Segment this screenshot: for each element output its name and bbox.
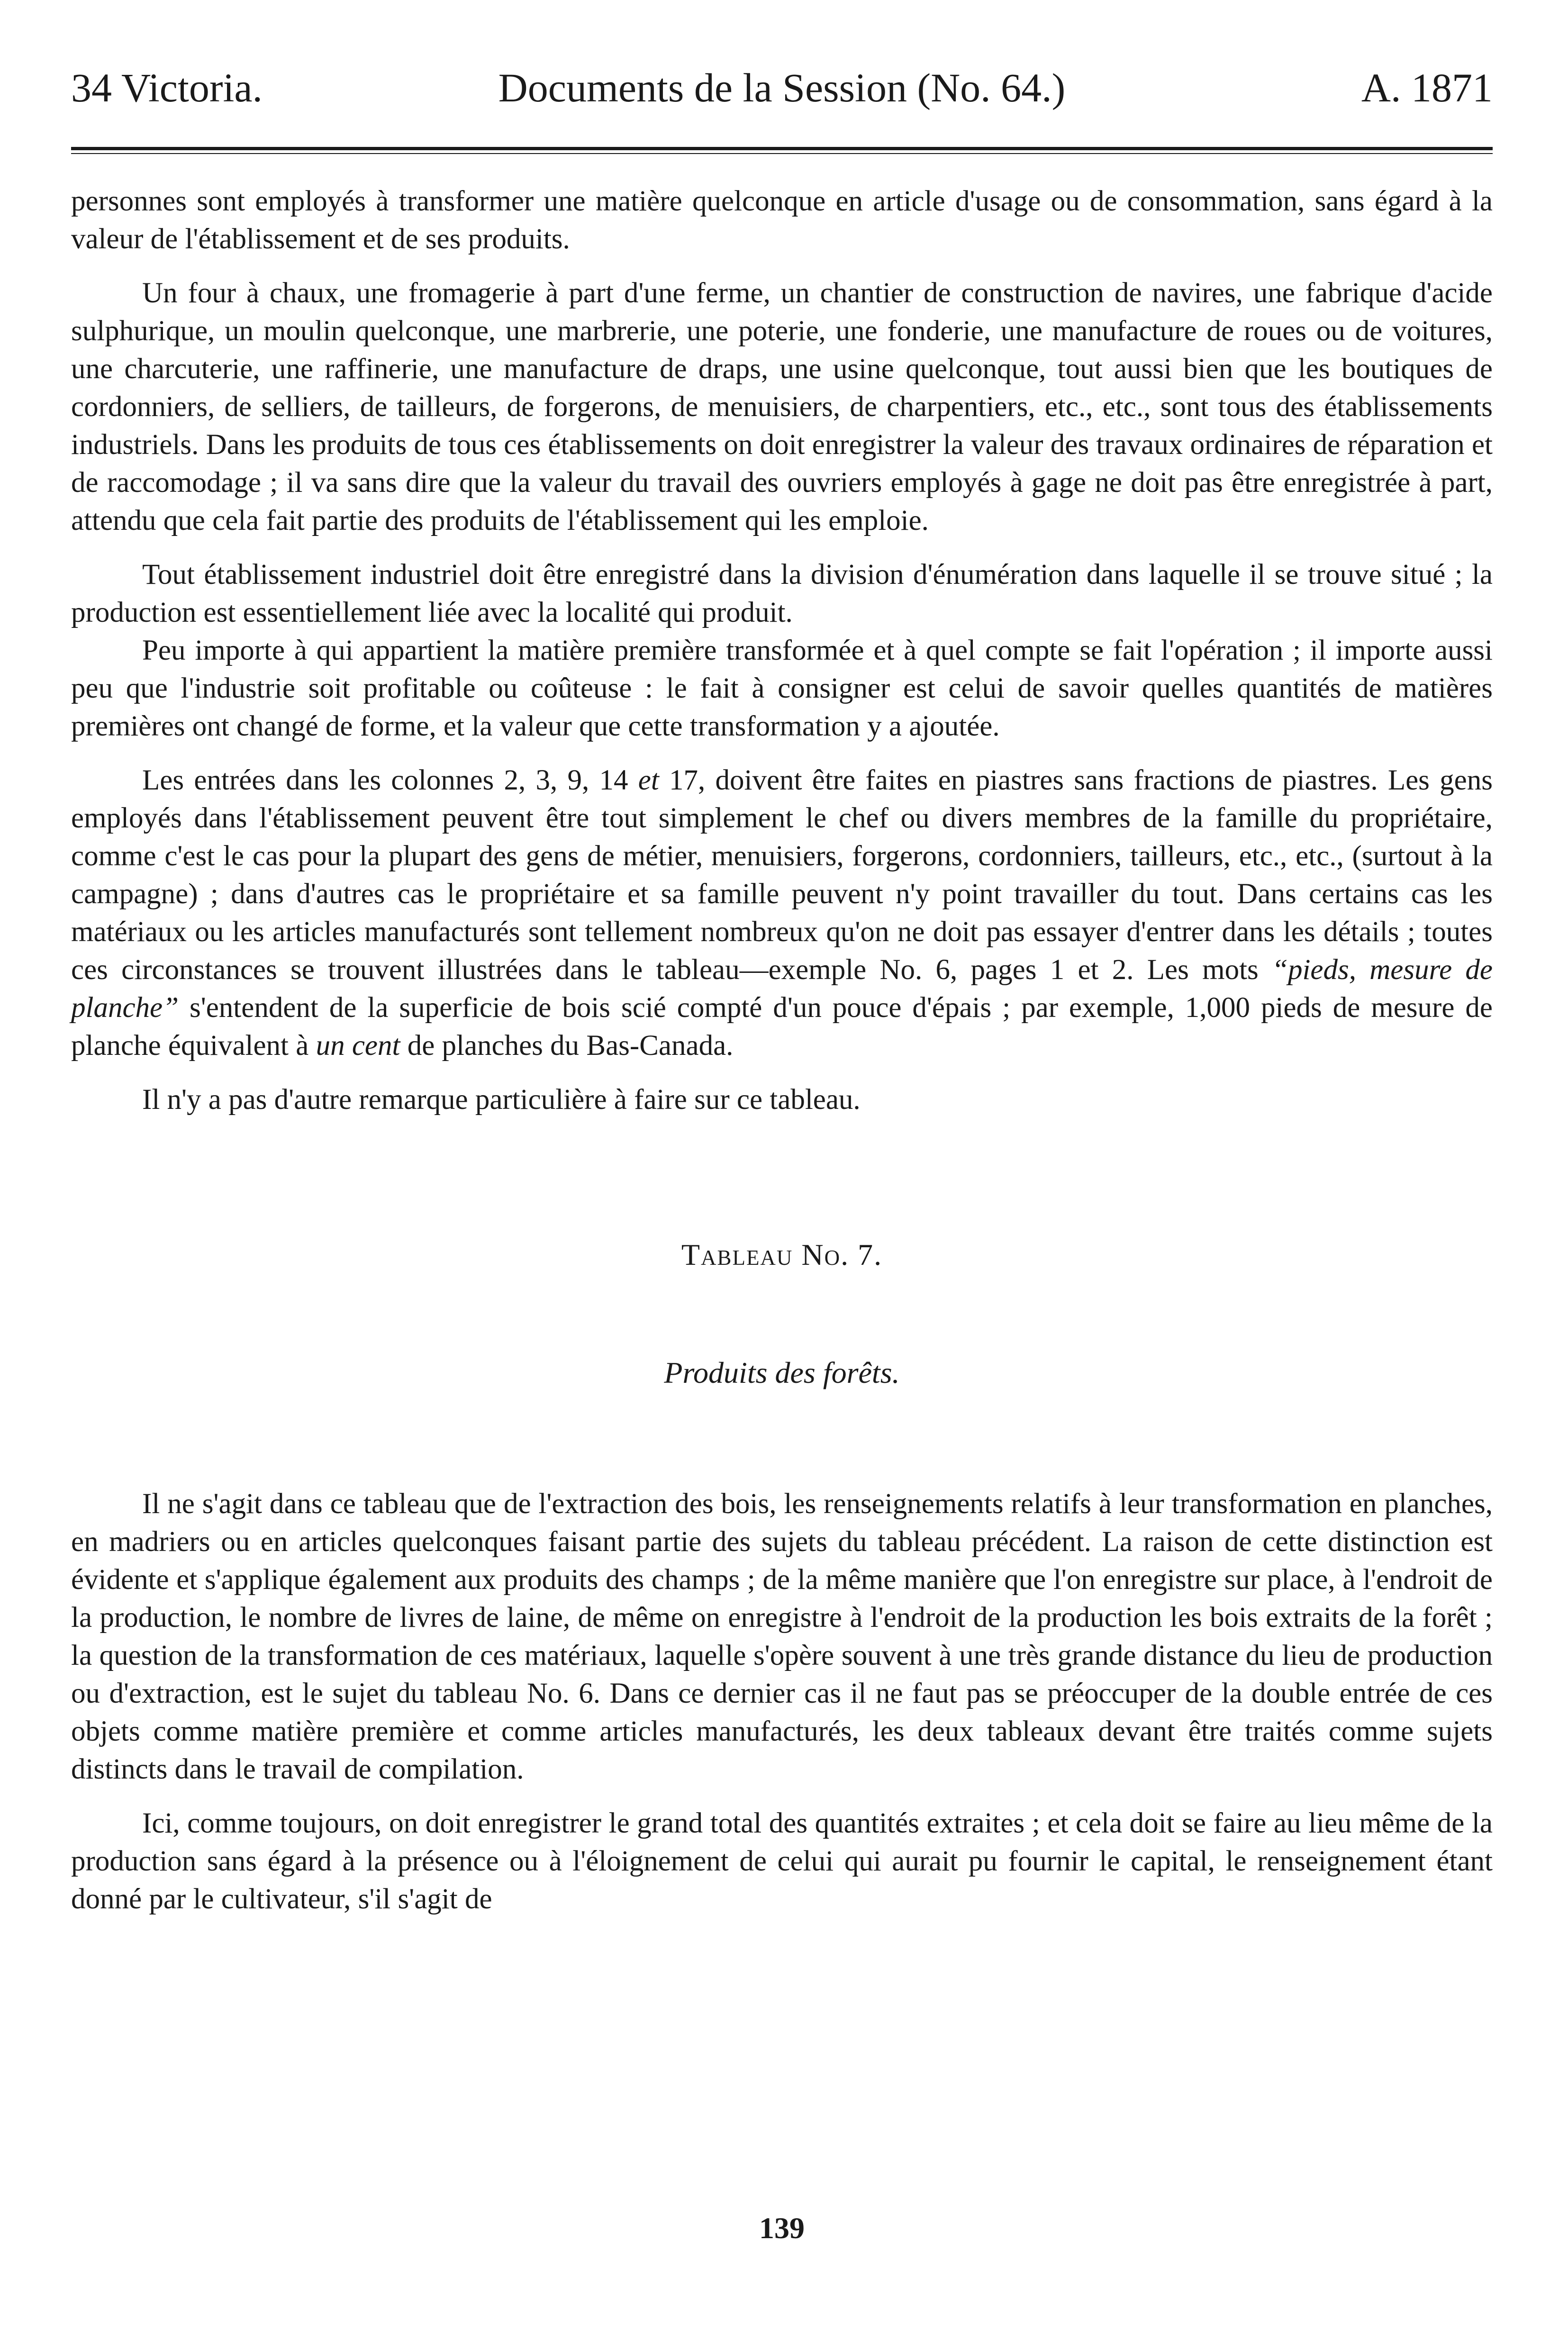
- paragraph-ownership: Peu importe à qui appartient la matière première transformée et à quel compte se fait l'opération ; il importe aussi peu que l'industrie soit profitable ou coûteuse : le fait à consigner est celui de savoir quelles quantités de matières premières ont changé de forme, et la valeur que cette transformation y a ajoutée.: [71, 635, 1493, 742]
- text-fragment: Les entrées dans les colonnes 2, 3, 9, 14: [142, 764, 638, 796]
- header-rule-thick: [71, 147, 1493, 150]
- paragraph-column-entries: [71, 762, 1493, 1065]
- section-title: Tableau No. 7.: [681, 1238, 883, 1271]
- paragraph-continuation: personnes sont employés à transformer une matière quelconque en article d'usage ou de consommation, sans égard à la valeur de l'établissement et de ses produits.: [71, 185, 1493, 255]
- section-subtitle: Produits des forêts.: [664, 1356, 900, 1389]
- header-year: A. 1871: [1361, 65, 1493, 110]
- body-section-1: [71, 182, 1493, 1119]
- text-fragment: de planches du Bas-Canada.: [400, 1030, 734, 1062]
- header-rule-thin: [71, 153, 1493, 154]
- text-emphasis: et: [638, 764, 659, 796]
- header-volume: 34 Victoria.: [71, 65, 263, 110]
- text-quote: “pieds, mesure de planche”: [71, 954, 1493, 1024]
- paragraph-industrial-establishments: Un four à chaux, une fromagerie à part d'une ferme, un chantier de construction de navires, une fabrique d'acide sulphurique, un moulin quelconque, une marbrerie, une poterie, une fonderie, une manufacture de roues ou de voitures, une charcuterie, une raffinerie, une manufacture de draps, une usine quelconque, tout aussi bien que les boutiques de cordonniers, de selliers, de tailleurs, de forgerons, de menuisiers, de charpentiers, etc., etc., sont tous des établissements industriels. Dans les produits de tous ces établissements on doit enregistrer la valeur des travaux ordinaires de réparation et de raccomodage ; il va sans dire que la valeur du travail des ouvriers employés à gage ne doit pas être enregistrée à part, attendu que cela fait partie des produits de l'établissement qui les emploie.: [71, 277, 1493, 536]
- text-fragment: 17, doivent être faites en piastres sans fractions de piastres. Les gens employés dans l'établissement peuvent être tout simplement le chef ou divers membres de la famille du propriétaire, comme c'est le cas pour la plupart des gens de métier, menuisiers, forgerons, cordonniers, tailleurs, etc., etc., (surtout à la campagne) ; dans d'autres cas le propriétaire et sa famille peuvent n'y point travailler du tout. Dans certains cas les matériaux ou les articles manufacturés sont tellement nombreux qu'on ne doit pas essayer d'entrer dans les détails ; toutes ces circonstances se trouvent illustrées dans le tableau—exemple No. 6, pages 1 et 2. Les mots: [71, 764, 1493, 986]
- paragraph-no-other-remark: Il n'y a pas d'autre remarque particulière à faire sur ce tableau.: [142, 1084, 861, 1116]
- text-emphasis: un cent: [316, 1030, 400, 1062]
- body-section-2: [71, 1485, 1493, 1918]
- running-header: [71, 52, 1493, 123]
- paragraph-timber-extraction: Il ne s'agit dans ce tableau que de l'extraction des bois, les renseignements relatifs à leur transformation en planches, en madriers ou en articles quelconques faisant partie des sujets du tableau précédent. La raison de cette distinction est évidente et s'applique également aux produits des champs ; de la même manière que l'on enregistre sur place, à l'endroit de la production, le nombre de livres de laine, de même on enregistre à l'endroit de la production les bois extraits de la forêt ; la question de la transformation de ces matériaux, laquelle s'opère souvent à une très grande distance du lieu de production ou d'extraction, est le sujet du tableau No. 6. Dans ce dernier cas il ne faut pas se préoccuper de la double entrée de ces objets comme matière première et comme articles manufacturés, les deux tableaux devant être traités comme sujets distincts dans le travail de compilation.: [71, 1488, 1493, 1785]
- header-title: Documents de la Session (No. 64.): [498, 65, 1066, 110]
- page-number: 139: [759, 2211, 805, 2245]
- paragraph-registration-location: Tout établissement industriel doit être enregistré dans la division d'énumération dans laquelle il se trouve situé ; la production est essentiellement liée avec la localité qui produit.: [71, 559, 1493, 628]
- text-fragment: s'entendent de la superficie de bois scié compté d'un pouce d'épais ; par exemple, 1,000 pieds de mesure de planche équivalent à: [71, 992, 1493, 1062]
- document-page: [71, 52, 1493, 2279]
- paragraph-grand-total: Ici, comme toujours, on doit enregistrer le grand total des quantités extraites ; et cela doit se faire au lieu même de la production sans égard à la présence ou à l'éloignement de celui qui aurait pu fournir le capital, le renseignement étant donné par le cultivateur, s'il s'agit de: [71, 1807, 1493, 1915]
